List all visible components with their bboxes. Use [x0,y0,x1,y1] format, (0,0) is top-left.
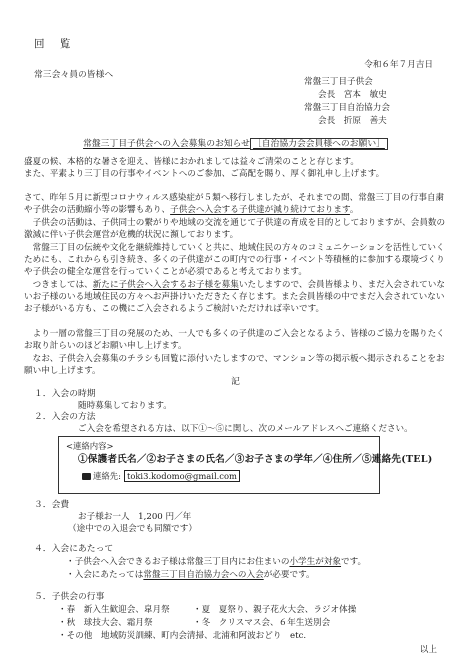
title-bracket: ［自治協力会会員様へのお願い］ [250,138,388,150]
event-winter: ・冬 クリスマス会、６年生送別会 [193,618,331,628]
section-4-line-2 [66,570,315,581]
section-3-heading: ３．会費 [34,500,70,510]
section-4-heading: ４．入会にあたって [34,544,114,554]
sender-org-jichikai: 常盤三丁目自治協力会 [304,103,390,113]
sender-president-kodomokai: 会長 宮本 敏史 [318,90,387,100]
mail-icon [82,473,91,480]
section-3-fee: お子様お一人 1,200 円／年 [78,512,192,522]
body-paragraph-6: なお、子供会入会募集のチラシも回覧に添付いたしますので、マンション等の掲示板へ掲示されることをお願い申し上げます。 [24,354,445,376]
body1-after: 。 [349,204,359,215]
addressee: 常三会々員の皆様へ [34,70,114,80]
event-other: ・その他 地域防災訓練、町内会清掃、北浦和阿波おどり etc. [58,631,307,641]
s4-l1-underlined: 小学生が対象 [289,557,342,567]
greeting-line-2: また、平素より三丁目の行事やイベントへのご参加、ご高配を賜り、厚く御礼申し上げます。 [24,169,385,179]
greeting-line-1: 盛夏の候、本格的な暑さを迎え、皆様におかれましては益々ご清栄のことと存じます。 [24,157,359,167]
events-row-3 [58,631,306,642]
sender-org-kodomokai: 常盤三丁目子供会 [304,77,373,87]
mail-address[interactable]: toki3.kodomo@gmail.com [124,470,240,482]
body4-underlined: 新たに子供会へ入会するお子様を募集 [92,280,239,290]
body-paragraph-2: 子供会の活動は、子供同士の繋がりや地域の交流を通じて子供達の育成を目的としておりますが、会員数の激減に伴い子供会運営が危機的状況に瀕しております。 [24,218,446,240]
body-paragraph-1 [24,193,447,217]
section-3-note: （途中での入退会でも同額です） [68,524,197,534]
body4-before: つきましては、 [32,280,93,290]
s4-l2-underlined: 常盤三丁目自治協力会への入会 [143,570,264,580]
s4-l1-before: ・子供会へ入会できるお子様は常盤三丁目内にお住まいの [66,557,290,567]
contact-box-heading: <連絡内容> [66,441,114,451]
ki-marker: 記 [231,377,240,387]
s4-l1-after: です。 [341,557,367,567]
s4-l2-after: が必要です。 [263,570,315,580]
mail-label: 連絡先: [93,471,121,481]
document-date: 令和６年７月吉日 [364,60,433,70]
body-paragraph-4 [24,280,447,316]
section-1-text: 随時募集しております。 [78,401,172,411]
events-row-1 [58,605,356,616]
contact-items: ①保護者氏名／②お子さまの氏名／③お子さまの学年／④住所／⑤連絡先(TEL) [78,454,433,465]
events-row-2 [58,618,330,629]
event-summer: ・夏 夏祭り、親子花火大会、ラジオ体操 [193,605,357,615]
section-5-heading: ５．子供会の行事 [34,592,105,602]
body-paragraph-3: 常盤三丁目の伝統や文化を継続維持していくと共に、地域住民の方々のコミュニケーションを活性していくためにも、これからも引き続き、多くの子供達がこの町内での行事・イベント等積極的に参加する環境づくりや子供会の健全な運営を行っていくことが必須であると考えております。 [24,243,445,277]
body4-after: いたしますので、会員皆様より、まだ入会されていないお子様のいる地域住民の方々へお声掛けいただきたく存じます。また会員皆様の中でまだ入会されていないお子様がいる方も、この機にご入会されるようご検討いただければ幸いです。 [24,280,445,314]
section-1-heading: １．入会の時期 [34,389,96,399]
closing-ijou: 以上 [419,645,437,655]
sender-president-jichikai: 会長 折原 善夫 [318,116,387,126]
body1-underlined: 子供会へ入会する子供達が減り続けております [170,204,350,215]
section-4-line-1 [66,557,366,568]
body-paragraph-5: より一層の常盤三丁目の発展のため、一人でも多くの子供達のご入会となるよう、皆様のご協力を賜りたくお取り計らいのほどお願い申し上げます。 [24,329,445,351]
contact-mail-line [82,471,240,482]
section-2-heading: ２．入会の方法 [34,412,96,422]
title-main: 常盤三丁目子供会への入会募集のお知らせ [83,139,250,149]
s4-l2-before: ・入会にあたっては [66,570,144,580]
kairan-label: 回 覧 [34,38,77,50]
body1-before: さて、昨年５月に新型コロナウィルス感染症が５類へ移行しましたが、それまでの間、常盤三丁目の行事自粛や子供会の活動縮小等の影響もあり、 [24,193,445,215]
section-2-text: ご入会を希望される方は、以下①～⑤に関し、次のメールアドレスへご連絡ください。 [78,424,413,434]
event-spring: ・春 新入生歓迎会、皐月祭 [58,605,170,615]
event-autumn: ・秋 球技大会、霜月祭 [58,618,153,628]
document-title [0,139,471,150]
